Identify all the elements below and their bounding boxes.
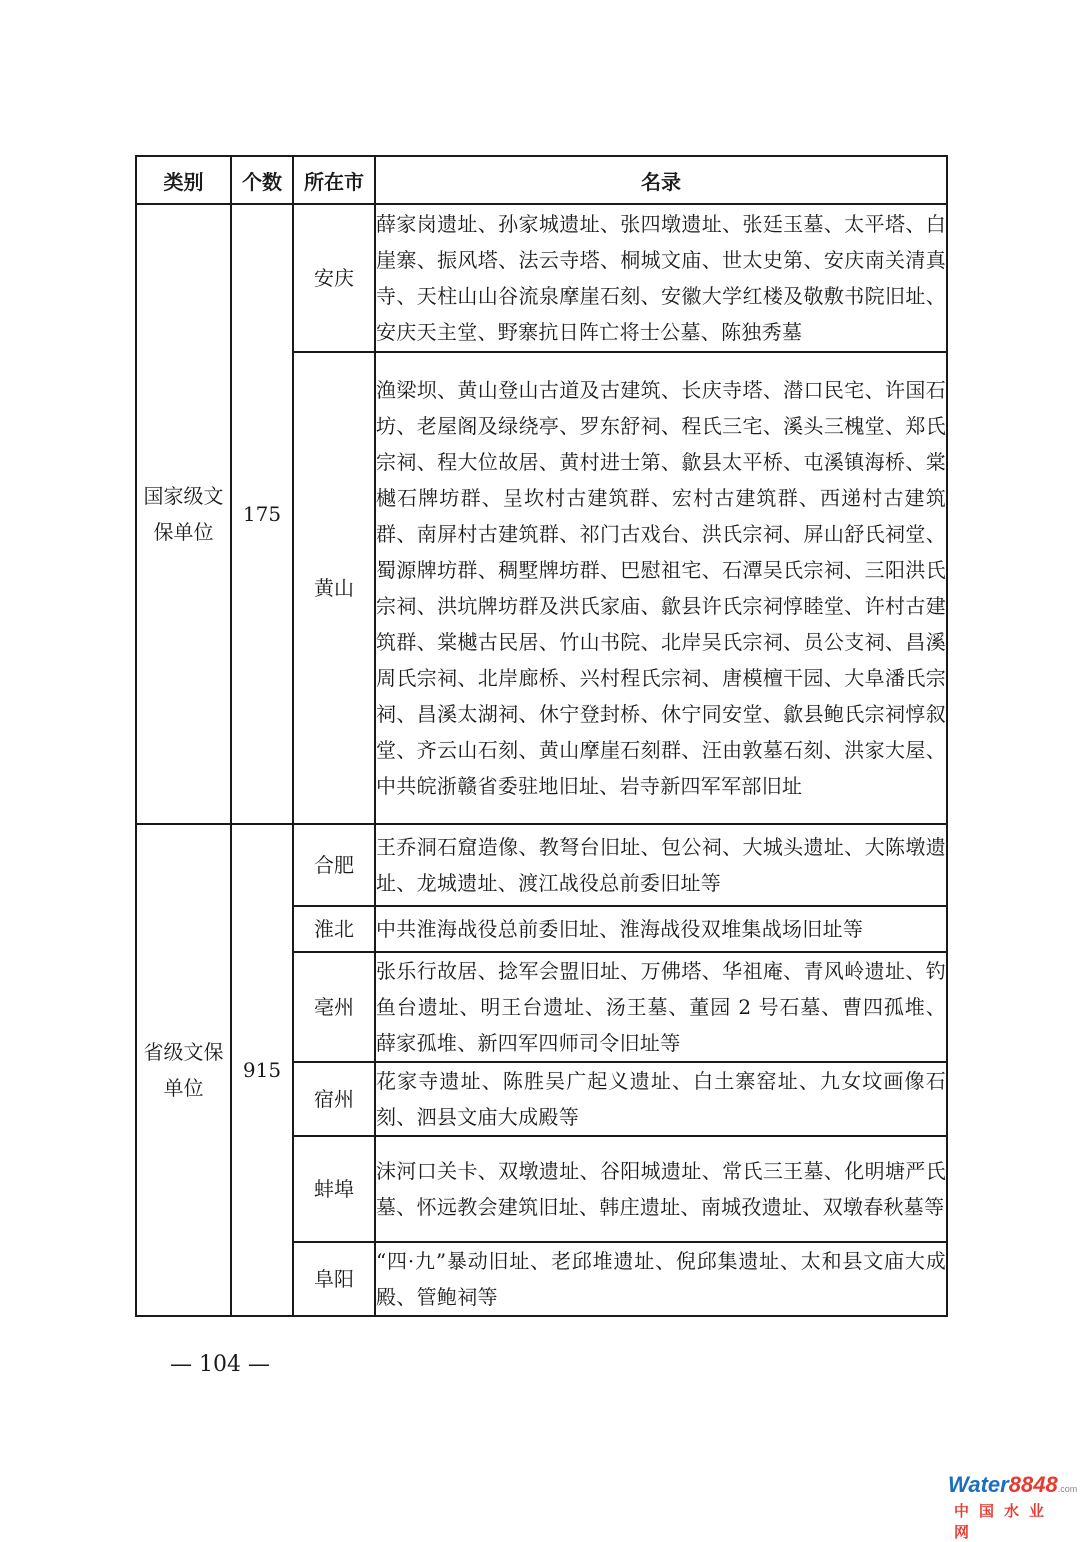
table-row — [136, 204, 947, 352]
count-cell: 175 — [231, 204, 293, 824]
city-cell: 蚌埠 — [293, 1136, 375, 1242]
header-names: 名录 — [375, 156, 947, 204]
header-category: 类别 — [136, 156, 231, 204]
header-count: 个数 — [231, 156, 293, 204]
names-cell: 中共淮海战役总前委旧址、淮海战役双堆集战场旧址等 — [375, 906, 947, 952]
page-number: — 104 — — [170, 1352, 270, 1377]
city-cell: 亳州 — [293, 952, 375, 1062]
city-cell: 黄山 — [293, 352, 375, 824]
watermark-cn: 中国水业网 — [954, 1502, 1055, 1541]
table-row — [136, 824, 947, 906]
watermark-brand-prefix: Wa — [948, 1472, 981, 1497]
city-cell: 阜阳 — [293, 1242, 375, 1316]
watermark-logo — [948, 1472, 1078, 1541]
watermark-brand — [948, 1472, 1077, 1498]
category-cell: 省级文保单位 — [136, 824, 231, 1316]
city-cell: 宿州 — [293, 1062, 375, 1136]
header-city: 所在市 — [293, 156, 375, 204]
watermark-brand-suffix: .com — [1057, 1484, 1078, 1494]
names-cell: 沫河口关卡、双墩遗址、谷阳城遗址、常氏三王墓、化明塘严氏墓、怀远教会建筑旧址、韩庄遗址、南城孜遗址、双墩春秋墓等 — [375, 1136, 947, 1242]
count-cell: 915 — [231, 824, 293, 1316]
city-cell: 合肥 — [293, 824, 375, 906]
names-cell: 王乔洞石窟造像、教弩台旧址、包公祠、大城头遗址、大陈墩遗址、龙城遗址、渡江战役总前委旧址等 — [375, 824, 947, 906]
names-cell: “四·九”暴动旧址、老邱堆遗址、倪邱集遗址、太和县文庙大成殿、管鲍祠等 — [375, 1242, 947, 1316]
city-cell: 安庆 — [293, 204, 375, 352]
watermark-brand-num: 8848 — [1008, 1472, 1058, 1497]
watermark-brand-mid: ter — [980, 1472, 1009, 1497]
names-cell: 薛家岗遗址、孙家城遗址、张四墩遗址、张廷玉墓、太平塔、白崖寨、振风塔、法云寺塔、桐城文庙、世太史第、安庆南关清真寺、天柱山山谷流泉摩崖石刻、安徽大学红楼及敬敷书院旧址、安庆天主堂、野寨抗日阵亡将士公墓、陈独秀墓 — [375, 204, 947, 352]
names-cell: 花家寺遗址、陈胜吴广起义遗址、白土寨窑址、九女坟画像石刻、泗县文庙大成殿等 — [375, 1062, 947, 1136]
city-cell: 淮北 — [293, 906, 375, 952]
names-cell: 张乐行故居、捻军会盟旧址、万佛塔、华祖庵、青风岭遗址、钓鱼台遗址、明王台遗址、汤王墓、董园 2 号石墓、曹四孤堆、薛家孤堆、新四军四师司令旧址等 — [375, 952, 947, 1062]
category-cell: 国家级文保单位 — [136, 204, 231, 824]
names-cell: 渔梁坝、黄山登山古道及古建筑、长庆寺塔、潜口民宅、许国石坊、老屋阁及绿绕亭、罗东舒祠、程氏三宅、溪头三槐堂、郑氏宗祠、程大位故居、黄村进士第、歙县太平桥、屯溪镇海桥、棠樾石牌坊群、呈坎村古建筑群、宏村古建筑群、西递村古建筑群、南屏村古建筑群、祁门古戏台、洪氏宗祠、屏山舒氏祠堂、蜀源牌坊群、稠墅牌坊群、巴慰祖宅、石潭吴氏宗祠、三阳洪氏宗祠、洪坑牌坊群及洪氏家庙、歙县许氏宗祠惇睦堂、许村古建筑群、棠樾古民居、竹山书院、北岸吴氏宗祠、员公支祠、昌溪周氏宗祠、北岸廊桥、兴村程氏宗祠、唐模檀干园、大阜潘氏宗祠、昌溪太湖祠、休宁登封桥、休宁同安堂、歙县鲍氏宗祠惇叙堂、齐云山石刻、黄山摩崖石刻群、汪由敦墓石刻、洪家大屋、中共皖浙赣省委驻地旧址、岩寺新四军军部旧址 — [375, 352, 947, 824]
header-row — [136, 156, 947, 204]
heritage-table — [135, 155, 948, 1317]
